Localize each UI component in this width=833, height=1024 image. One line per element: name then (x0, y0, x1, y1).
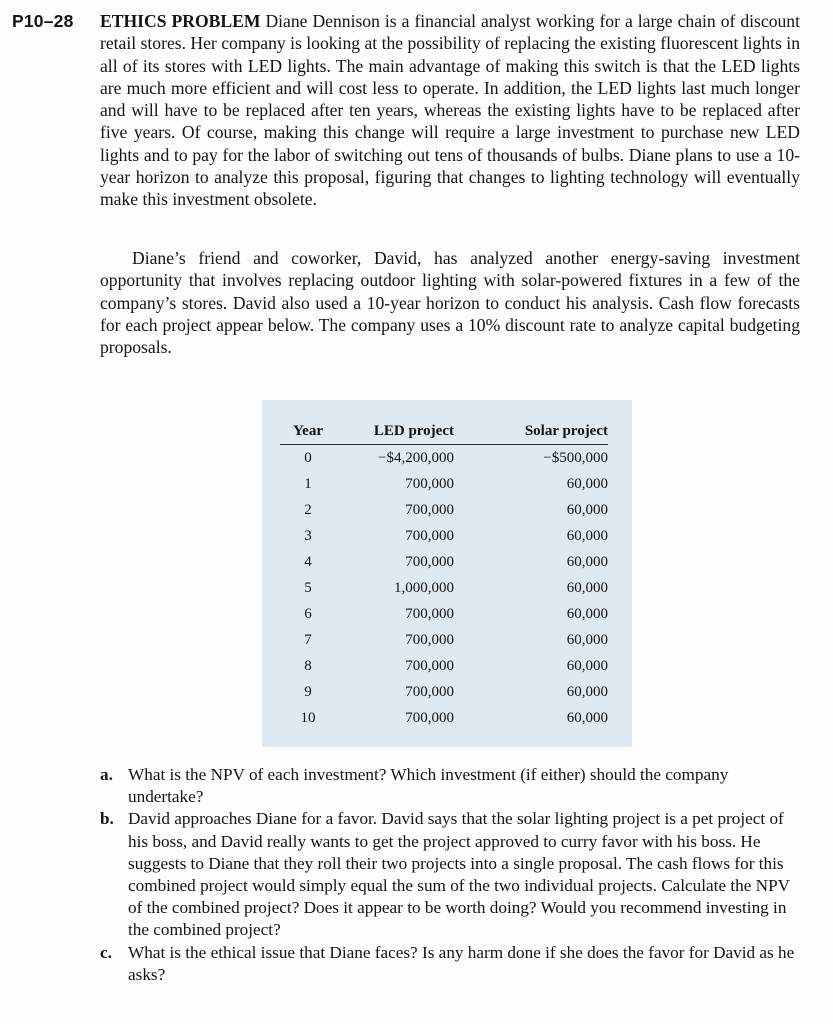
cash-flow-table (280, 418, 608, 732)
led-cell: 700,000 (405, 710, 454, 727)
led-cell: 700,000 (405, 606, 454, 623)
led-cell: 700,000 (405, 527, 454, 544)
paragraph-1-text: Diane Dennison is a financial analyst working for a large chain of discount retail stores. Her company is looking at the possibility of replacing the existing fluorescent lights in all of its stores with LED lights. The main advantage of making this switch is that the LED lights are much more efficient and will cost less to operate. In addition, the LED lights last much longer and will have to be replaced after ten years, whereas the existing lights have to be replaced after five years. Of course, making this change will require a large investment to purchase new LED lights and to pay for the labor of switching out tens of thousands of bulbs. Diane plans to use a 10-year horizon to analyze this proposal, figuring that changes to lighting technology will eventually make this investment obsolete. (100, 11, 800, 210)
solar-cell: 60,000 (566, 501, 608, 518)
problem-block (12, 10, 812, 211)
question-label: a. (100, 765, 113, 784)
header-year: Year (280, 418, 336, 445)
table-row (280, 680, 608, 706)
problem-header (12, 10, 812, 211)
year-cell: 8 (304, 658, 312, 675)
solar-cell: 60,000 (566, 580, 608, 597)
solar-cell: 60,000 (566, 606, 608, 623)
table-row (280, 549, 608, 575)
header-solar-project: Solar project (456, 418, 608, 445)
problem-paragraph-1 (100, 10, 800, 211)
question-label: b. (100, 809, 114, 829)
solar-cell: 60,000 (566, 658, 608, 675)
led-cell: 1,000,000 (394, 580, 454, 597)
solar-cell: 60,000 (566, 527, 608, 544)
question-list (100, 764, 800, 986)
led-cell: 700,000 (405, 553, 454, 570)
problem-paragraph-2: Diane’s friend and coworker, David, has analyzed another energy-saving investment opportunity that involves replacing outdoor lighting with solar-powered fixtures in a few of the company’s stores. David also used a 10-year horizon to conduct his analysis. Cash flow forecasts for each project appear below. The company uses a 10% discount rate to analyze capital budgeting proposals. (100, 248, 800, 358)
year-cell: 5 (304, 580, 312, 597)
table-row (280, 471, 608, 497)
year-cell: 10 (300, 710, 316, 727)
header-led-project: LED project (336, 418, 456, 445)
solar-cell: 60,000 (566, 710, 608, 727)
table-header-row (280, 418, 608, 445)
question-c (100, 942, 800, 986)
led-cell: 700,000 (405, 501, 454, 518)
table-row (280, 628, 608, 654)
year-cell: 7 (304, 632, 312, 649)
table-row (280, 445, 608, 472)
year-cell: 0 (304, 449, 312, 466)
table-row (280, 706, 608, 732)
led-cell: 700,000 (405, 684, 454, 701)
led-cell: 700,000 (405, 632, 454, 649)
year-cell: 6 (304, 606, 312, 623)
cash-flow-table-panel (262, 400, 632, 747)
table-row (280, 654, 608, 680)
solar-cell: 60,000 (566, 632, 608, 649)
solar-cell: 60,000 (566, 684, 608, 701)
led-cell: 700,000 (405, 658, 454, 675)
table-row (280, 602, 608, 628)
solar-cell: 60,000 (566, 553, 608, 570)
solar-cell: 60,000 (566, 475, 608, 492)
year-cell: 1 (304, 475, 312, 492)
table-row (280, 523, 608, 549)
solar-cell: −$500,000 (543, 449, 608, 466)
question-text: David approaches Diane for a favor. David says that the solar lighting project is a pet project of his boss, and David really wants to get the project approved to curry favor with his boss. He suggests to Diane that they roll their two projects into a single proposal. The cash flows for this combined project would simply equal the sum of the two individual projects. Calculate the NPV of the combined project? Does it appear to be worth doing? Would you recommend investing in the combined project? (128, 809, 790, 940)
question-text: What is the NPV of each investment? Which investment (if either) should the company undertake? (128, 765, 729, 807)
table-row (280, 575, 608, 601)
question-b (100, 808, 800, 941)
table-row (280, 497, 608, 523)
question-label: c. (100, 942, 112, 962)
year-cell: 3 (304, 527, 312, 544)
led-cell: 700,000 (405, 475, 454, 492)
year-cell: 2 (304, 501, 312, 518)
year-cell: 4 (304, 553, 312, 570)
year-cell: 9 (304, 684, 312, 701)
question-text: What is the ethical issue that Diane faces? Is any harm done if she does the favor for David as he asks? (128, 942, 795, 984)
question-a (100, 764, 800, 808)
problem-heading: ETHICS PROBLEM (100, 11, 261, 31)
problem-number: P10–28 (12, 11, 74, 31)
led-cell: −$4,200,000 (378, 449, 454, 466)
